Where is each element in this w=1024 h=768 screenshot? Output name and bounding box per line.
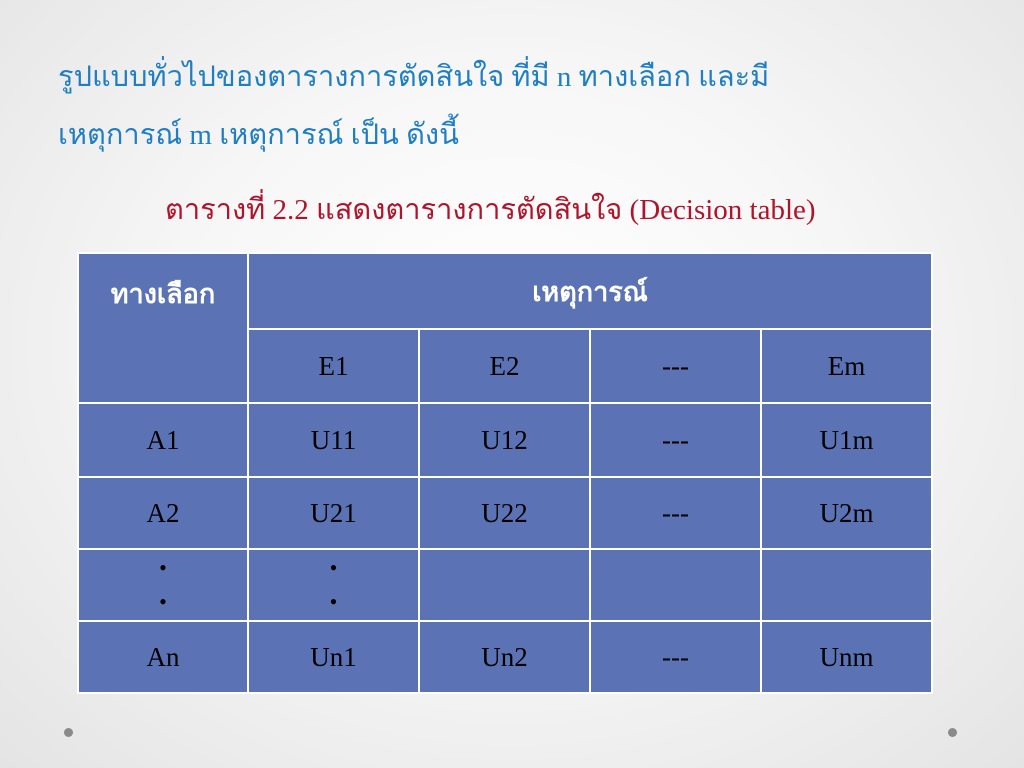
alternative-cell: An xyxy=(78,621,248,693)
utility-cell: U1m xyxy=(761,403,932,477)
utility-cell: --- xyxy=(590,621,761,693)
utility-cell: Un2 xyxy=(419,621,590,693)
event-cell: E2 xyxy=(419,329,590,403)
alternative-ellipsis-cell xyxy=(78,549,248,621)
heading-line-2: เหตุการณ์ m เหตุการณ์ เป็น ดังนี้ xyxy=(58,119,459,151)
utility-cell: --- xyxy=(590,477,761,549)
alternative-cell: A2 xyxy=(78,477,248,549)
ellipsis-row xyxy=(78,549,932,621)
utility-ellipsis-cell xyxy=(248,549,419,621)
heading-line-1: รูปแบบทั่วไปของตารางการตัดสินใจ ที่มี n ทางเลือก และมี xyxy=(58,61,770,93)
alternatives-header: ทางเลือก xyxy=(78,253,248,403)
table-row xyxy=(78,477,932,549)
utility-cell: Unm xyxy=(761,621,932,693)
table-header-row xyxy=(78,253,932,329)
utility-cell: U2m xyxy=(761,477,932,549)
empty-cell xyxy=(419,549,590,621)
utility-cell: U12 xyxy=(419,403,590,477)
table-row xyxy=(78,403,932,477)
ellipsis-dot: • xyxy=(329,589,338,614)
empty-cell xyxy=(590,549,761,621)
events-header: เหตุการณ์ xyxy=(248,253,932,329)
table-caption: ตารางที่ 2.2 แสดงตารางการตัดสินใจ (Decision table) xyxy=(165,194,816,226)
utility-cell: U22 xyxy=(419,477,590,549)
decorative-dot-right xyxy=(948,728,957,737)
ellipsis-dot: • xyxy=(159,589,167,614)
decorative-dot-left xyxy=(64,728,73,737)
ellipsis-dot: • xyxy=(329,555,338,580)
utility-cell: U21 xyxy=(248,477,419,549)
alternative-cell: A1 xyxy=(78,403,248,477)
utility-cell: Un1 xyxy=(248,621,419,693)
event-cell: --- xyxy=(590,329,761,403)
utility-cell: U11 xyxy=(248,403,419,477)
decision-table xyxy=(77,252,933,694)
utility-cell: --- xyxy=(590,403,761,477)
event-cell: E1 xyxy=(248,329,419,403)
table-row xyxy=(78,621,932,693)
event-cell: Em xyxy=(761,329,932,403)
empty-cell xyxy=(761,549,932,621)
ellipsis-dot: • xyxy=(159,555,167,580)
slide-heading xyxy=(58,48,958,164)
